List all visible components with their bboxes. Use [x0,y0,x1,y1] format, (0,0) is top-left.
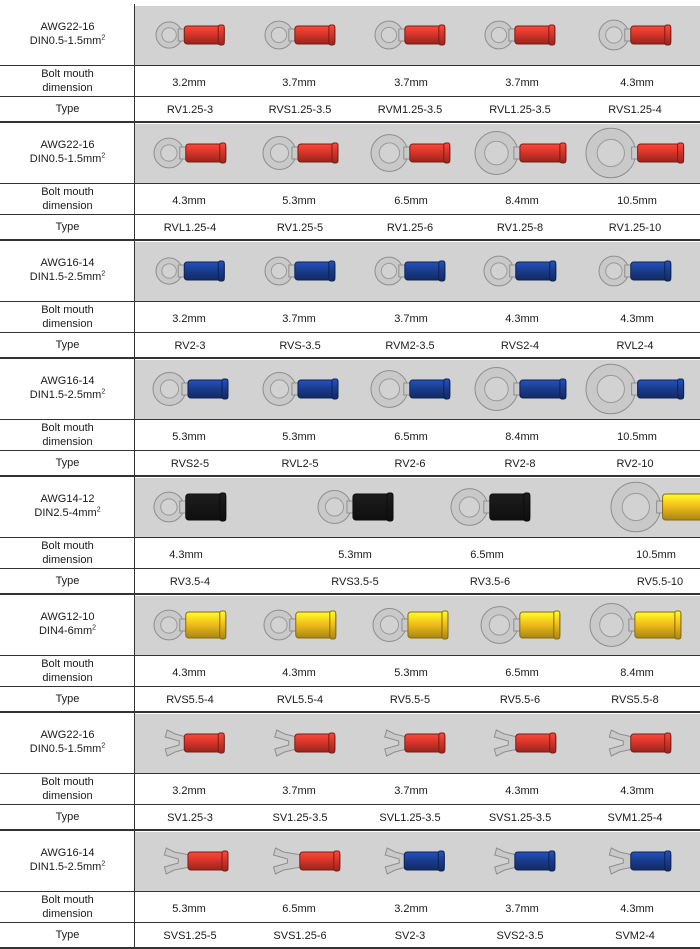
bolt-mouth-label: Bolt mouth dimension [41,304,94,330]
bolt-mouth-value: 6.5mm [394,195,428,207]
awg-range: AWG16-14 [40,375,95,387]
terminal-image-fork [597,832,700,890]
column-divider [134,830,135,948]
awg-range: AWG12-10 [40,611,95,623]
type-code: RVL1.25-4 [163,222,217,234]
bolt-mouth-value: 3.7mm [394,785,428,797]
bolt-mouth-value: 4.3mm [172,667,206,679]
type-code: SVS1.25-5 [163,930,217,942]
type-code: RV2-8 [504,458,536,470]
type-code: RVL5.5-4 [276,694,324,706]
type-code: RV5.5-10 [636,576,684,588]
row-divider [0,891,700,892]
bolt-mouth-value: 3.7mm [394,77,428,89]
type-code: RV5.5-5 [389,694,431,706]
type-code: RV5.5-6 [499,694,541,706]
type-code: RV1.25-3 [166,104,214,116]
column-divider [134,358,135,476]
bolt-mouth-value: 4.3mm [620,77,654,89]
type-code: RV2-10 [616,458,654,470]
din-unit-superscript: 2 [101,152,106,160]
row-divider [0,301,700,302]
awg-range: AWG16-14 [40,847,95,859]
bolt-mouth-value: 3.7mm [282,313,316,325]
type-label: Type [55,575,80,587]
din-range: DIN2.5-4mm [34,507,97,519]
din-range: DIN1.5-2.5mm [29,389,102,401]
bolt-mouth-value: 5.3mm [172,431,206,443]
terminal-image-ring [373,242,483,300]
column-divider [134,712,135,830]
terminal-image-ring [449,478,559,536]
terminal-image-fork [263,714,373,772]
din-range: DIN0.5-1.5mm [29,35,102,47]
type-code: SVL1.25-3.5 [379,812,441,824]
column-divider [134,240,135,358]
terminal-image-ring [152,478,262,536]
din-range-wrap [34,506,100,520]
awg-range: AWG14-12 [40,493,95,505]
din-range-wrap [30,152,105,166]
terminal-image-ring [263,6,373,64]
terminal-image-ring [152,596,262,654]
type-code: RV1.25-10 [608,222,662,234]
bolt-mouth-value: 5.3mm [172,903,206,915]
terminal-image-ring [154,6,264,64]
awg-range: AWG22-16 [40,729,95,741]
terminal-image-ring [261,124,371,182]
spec-block [0,712,700,830]
bolt-mouth-value: 6.5mm [394,431,428,443]
spec-block [0,240,700,358]
row-divider [0,450,700,451]
type-code: RVS1.25-3.5 [268,104,332,116]
type-code: RVS-3.5 [279,340,321,352]
row-divider [0,655,700,656]
bolt-mouth-value: 3.7mm [505,77,539,89]
bolt-mouth-value: 3.7mm [505,903,539,915]
bolt-mouth-value: 3.7mm [282,785,316,797]
type-code: SVS2-3.5 [496,930,544,942]
row-divider [0,537,700,538]
terminal-image-fork [373,714,483,772]
type-code: RVM1.25-3.5 [377,104,443,116]
terminal-image-ring [371,596,481,654]
spec-block [0,830,700,948]
type-code: RVS1.25-4 [608,104,662,116]
bolt-mouth-value: 3.2mm [172,313,206,325]
bolt-mouth-label: Bolt mouth dimension [41,776,94,802]
row-divider [0,686,700,687]
bolt-mouth-label: Bolt mouth dimension [41,68,94,94]
bolt-mouth-value: 4.3mm [172,195,206,207]
type-label: Type [55,693,80,705]
terminal-image-ring [588,596,698,654]
din-range-wrap [30,34,105,48]
bolt-mouth-value: 3.2mm [172,785,206,797]
terminal-image-ring [154,242,264,300]
din-unit-superscript: 2 [92,624,97,632]
din-unit-superscript: 2 [101,270,106,278]
type-code: RVS2-4 [500,340,540,352]
din-unit-superscript: 2 [101,388,106,396]
type-label: Type [55,339,80,351]
terminal-image-fork [597,714,700,772]
bolt-mouth-value: 8.4mm [505,431,539,443]
terminal-image-ring [369,360,479,418]
terminal-image-fork [259,832,369,890]
terminal-image-ring [483,6,593,64]
terminal-image-ring [262,596,372,654]
row-divider [0,183,700,184]
bolt-mouth-value: 5.3mm [394,667,428,679]
row-divider [0,65,700,66]
type-code: RVL2-4 [616,340,654,352]
terminal-image-ring [373,6,483,64]
column-divider [134,594,135,712]
din-unit-superscript: 2 [101,742,106,750]
bolt-mouth-value: 4.3mm [505,313,539,325]
din-range-wrap [39,624,96,638]
type-code: RVS5.5-8 [611,694,659,706]
din-range: DIN1.5-2.5mm [29,861,102,873]
column-divider [134,4,135,122]
din-range: DIN0.5-1.5mm [29,743,102,755]
type-label: Type [55,457,80,469]
terminal-image-ring [597,242,700,300]
terminal-image-ring [482,242,592,300]
type-code: RVL2-5 [281,458,319,470]
type-code: SVM2-4 [615,930,655,942]
terminal-image-ring [151,360,261,418]
bolt-mouth-value: 4.3mm [620,785,654,797]
row-divider [0,922,700,923]
row-divider [0,568,700,569]
row-divider [0,773,700,774]
spec-block [0,122,700,240]
terminal-image-ring [609,478,700,536]
bolt-mouth-value: 8.4mm [620,667,654,679]
terminal-image-ring [369,124,479,182]
bolt-mouth-value: 3.2mm [394,903,428,915]
type-label: Type [55,221,80,233]
bolt-mouth-value: 10.5mm [617,195,657,207]
wire-gauge-cell [0,830,135,890]
terminal-image-ring [597,6,700,64]
type-label: Type [55,929,80,941]
type-code: SVS1.25-6 [273,930,327,942]
column-divider [134,122,135,240]
bolt-mouth-value: 10.5mm [636,549,676,561]
din-range-wrap [30,270,105,284]
bolt-mouth-value: 4.3mm [620,313,654,325]
spec-block [0,594,700,712]
bolt-mouth-value: 4.3mm [282,667,316,679]
type-code: RV2-6 [394,458,426,470]
bolt-mouth-label: Bolt mouth dimension [41,422,94,448]
wire-gauge-cell [0,712,135,772]
type-code: RV3.5-6 [469,576,511,588]
bolt-mouth-value: 8.4mm [505,195,539,207]
din-unit-superscript: 2 [101,34,106,42]
din-unit-superscript: 2 [101,860,106,868]
row-divider [0,804,700,805]
bolt-mouth-value: 3.7mm [282,77,316,89]
bolt-mouth-value: 5.3mm [282,431,316,443]
bolt-mouth-value: 3.2mm [172,77,206,89]
type-code: RV1.25-8 [496,222,544,234]
din-range: DIN4-6mm [38,625,93,637]
type-code: RV3.5-4 [169,576,211,588]
bolt-mouth-value: 5.3mm [282,195,316,207]
bolt-mouth-value: 5.3mm [338,549,372,561]
bolt-mouth-value: 6.5mm [505,667,539,679]
type-code: RV1.25-6 [386,222,434,234]
din-range: DIN0.5-1.5mm [29,153,102,165]
type-code: SV1.25-3 [167,812,213,824]
terminal-image-ring [473,360,583,418]
row-divider [0,332,700,333]
wire-gauge-cell [0,122,135,182]
bolt-mouth-label: Bolt mouth dimension [41,658,94,684]
bolt-mouth-value: 10.5mm [617,431,657,443]
type-code: SVS1.25-3.5 [488,812,552,824]
terminal-image-fork [151,832,261,890]
spec-block [0,358,700,476]
type-code: RVS5.5-4 [166,694,214,706]
terminal-image-ring [261,360,371,418]
terminal-image-ring [473,124,583,182]
awg-range: AWG22-16 [40,21,95,33]
din-range-wrap [30,742,105,756]
type-code: SVM1.25-4 [607,812,663,824]
awg-range: AWG16-14 [40,257,95,269]
din-range: DIN1.5-2.5mm [29,271,102,283]
type-code: RV2-3 [174,340,206,352]
terminal-image-ring [584,360,694,418]
bolt-mouth-value: 3.7mm [394,313,428,325]
bolt-mouth-label: Bolt mouth dimension [41,540,94,566]
din-range-wrap [30,860,105,874]
type-code: SV1.25-3.5 [272,812,328,824]
type-label: Type [55,103,80,115]
type-code: RVL1.25-3.5 [489,104,551,116]
bolt-mouth-label: Bolt mouth dimension [41,894,94,920]
type-code: RVS3.5-5 [331,576,379,588]
type-code: RV1.25-5 [276,222,324,234]
bolt-mouth-label: Bolt mouth dimension [41,186,94,212]
terminal-image-ring [316,478,426,536]
type-code: RVM2-3.5 [385,340,435,352]
bolt-mouth-value: 6.5mm [470,549,504,561]
wire-gauge-cell [0,358,135,418]
type-code: RVS2-5 [170,458,210,470]
column-divider [134,476,135,594]
bolt-mouth-value: 4.3mm [505,785,539,797]
wire-gauge-cell [0,4,135,64]
row-divider [0,419,700,420]
wire-gauge-cell [0,240,135,300]
terminal-image-fork [483,832,593,890]
terminal-image-ring [263,242,373,300]
row-divider [0,214,700,215]
wire-gauge-cell [0,476,135,536]
terminal-image-ring [584,124,694,182]
terminal-image-fork [482,714,592,772]
wire-gauge-cell [0,594,135,654]
type-code: SV2-3 [394,930,426,942]
type-label: Type [55,811,80,823]
awg-range: AWG22-16 [40,139,95,151]
spec-block [0,476,700,594]
din-range-wrap [30,388,105,402]
terminal-image-fork [154,714,264,772]
row-divider [0,96,700,97]
bolt-mouth-value: 4.3mm [169,549,203,561]
din-unit-superscript: 2 [96,506,101,514]
terminal-image-ring [152,124,262,182]
bolt-mouth-value: 4.3mm [620,903,654,915]
terminal-image-fork [374,832,484,890]
spec-block [0,4,700,122]
terminal-image-ring [479,596,589,654]
bolt-mouth-value: 6.5mm [282,903,316,915]
